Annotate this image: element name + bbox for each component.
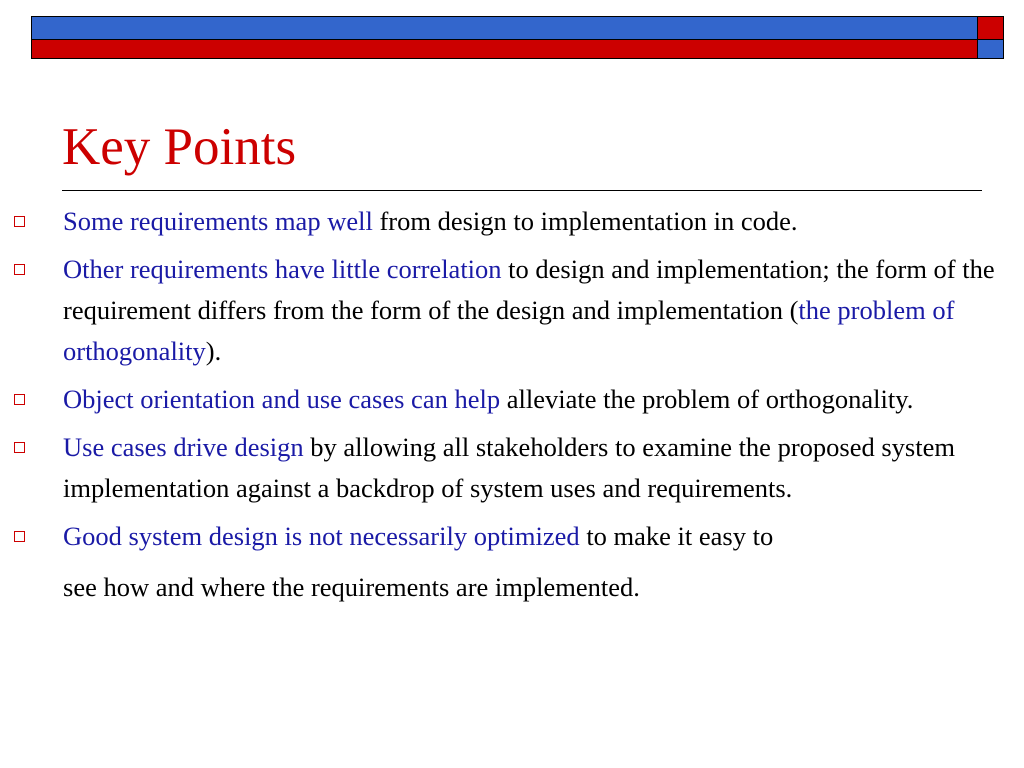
bullet-item [0, 201, 1024, 242]
bullet-highlight: Some requirements map well [63, 206, 373, 236]
bullet-highlight: the problem of orthogonality [63, 295, 955, 366]
hollow-square-bullet-icon [14, 264, 25, 275]
header-square-blue [977, 39, 1004, 59]
bullet-text: ). [205, 336, 222, 366]
bullet-item [0, 516, 1024, 608]
title-divider [62, 190, 982, 191]
slide-title: Key Points [62, 118, 297, 176]
bullet-text: from design to implementation in code. [372, 206, 798, 236]
header-bar-blue [31, 16, 978, 40]
bullet-text: by allowing all stakeholders to examine the proposed system implementation against a backdrop of system uses and requirements. [63, 432, 955, 503]
bullet-item [0, 427, 1024, 509]
hollow-square-bullet-icon [14, 394, 25, 405]
bullet-text: alleviate the problem of orthogonality. [500, 384, 914, 414]
bullet-item [0, 249, 1024, 372]
bullet-highlight: Good system design is not necessarily optimized [63, 521, 580, 551]
bullet-list [0, 201, 1024, 608]
hollow-square-bullet-icon [14, 531, 25, 542]
bullet-highlight: Object orientation and use cases can help [63, 384, 501, 414]
header-square-red [977, 16, 1004, 40]
bullet-text: see how and where the requirements are implemented. [63, 572, 640, 602]
bullet-item [0, 379, 1024, 420]
bullet-text: to make it easy to [579, 521, 774, 551]
bullet-text: to design and implementation; the form of the requirement differs from the form of the design and implementation ( [63, 254, 995, 325]
hollow-square-bullet-icon [14, 216, 25, 227]
header-bar-red [31, 39, 978, 59]
bullet-highlight: Use cases drive design [63, 432, 304, 462]
hollow-square-bullet-icon [14, 442, 25, 453]
bullet-highlight: Other requirements have little correlation [63, 254, 502, 284]
